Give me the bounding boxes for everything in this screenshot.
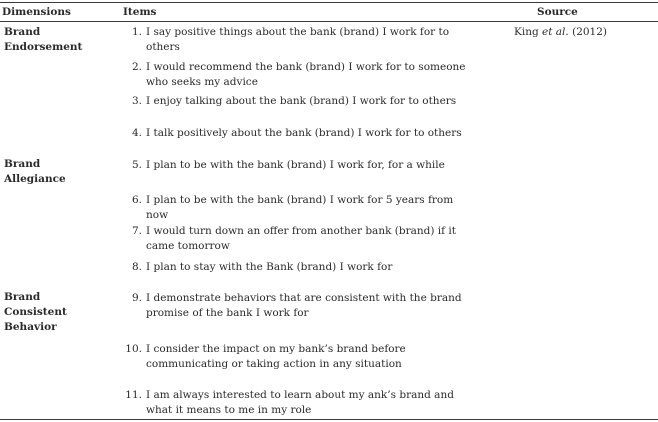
list-item <box>122 388 467 417</box>
list-item <box>122 60 467 89</box>
source-year: (2012) <box>568 26 608 38</box>
item-text: I would recommend the bank (brand) I work for to someone who seeks my advice <box>146 61 466 88</box>
header-items: Items <box>123 6 157 18</box>
item-number: 5. <box>131 159 142 171</box>
list-item <box>122 126 467 141</box>
source-et-al: et al. <box>542 26 569 38</box>
item-number: 1. <box>131 26 142 38</box>
item-number: 7. <box>131 225 142 237</box>
item-text: I talk positively about the bank (brand) I work for to others <box>146 127 462 139</box>
item-number: 2. <box>131 61 142 73</box>
item-number: 10. <box>125 343 142 355</box>
dimension-brand-consistent-behavior: Brand Consistent Behavior <box>4 291 67 333</box>
item-text: I plan to stay with the Bank (brand) I work for <box>146 261 393 273</box>
list-item <box>122 94 467 109</box>
dimension-brand-endorsement: Brand Endorsement <box>4 26 83 53</box>
list-item <box>122 260 467 275</box>
item-number: 11. <box>125 389 142 401</box>
item-text: I say positive things about the bank (brand) I work for to others <box>146 26 450 53</box>
list-item <box>122 193 467 222</box>
list-item <box>122 342 467 371</box>
item-number: 4. <box>131 127 142 139</box>
item-number: 9. <box>131 292 142 304</box>
list-item <box>122 291 467 320</box>
list-item <box>122 158 467 173</box>
table-top-rule <box>0 2 658 3</box>
item-text: I enjoy talking about the bank (brand) I work for to others <box>146 95 457 107</box>
table-header-rule <box>0 21 658 22</box>
item-number: 3. <box>131 95 142 107</box>
source-citation <box>514 25 607 39</box>
item-text: I am always interested to learn about my ank’s brand and what it means to me in my role <box>146 389 454 416</box>
item-text: I plan to be with the bank (brand) I work for, for a while <box>146 159 445 171</box>
item-text: I would turn down an offer from another bank (brand) if it came tomorrow <box>146 225 456 252</box>
table-bottom-rule <box>0 419 658 420</box>
item-text: I plan to be with the bank (brand) I work for 5 years from now <box>146 194 454 221</box>
list-item <box>122 224 467 253</box>
item-text: I demonstrate behaviors that are consistent with the brand promise of the bank I work for <box>146 292 462 319</box>
item-text: I consider the impact on my bank’s brand before communicating or taking action in any situation <box>146 343 406 370</box>
item-number: 6. <box>131 194 142 206</box>
header-source: Source <box>537 6 578 18</box>
list-item <box>122 25 467 54</box>
header-dimensions: Dimensions <box>2 6 71 18</box>
item-number: 8. <box>131 261 142 273</box>
source-author: King <box>514 26 543 38</box>
dimension-brand-allegiance: Brand Allegiance <box>4 158 66 185</box>
